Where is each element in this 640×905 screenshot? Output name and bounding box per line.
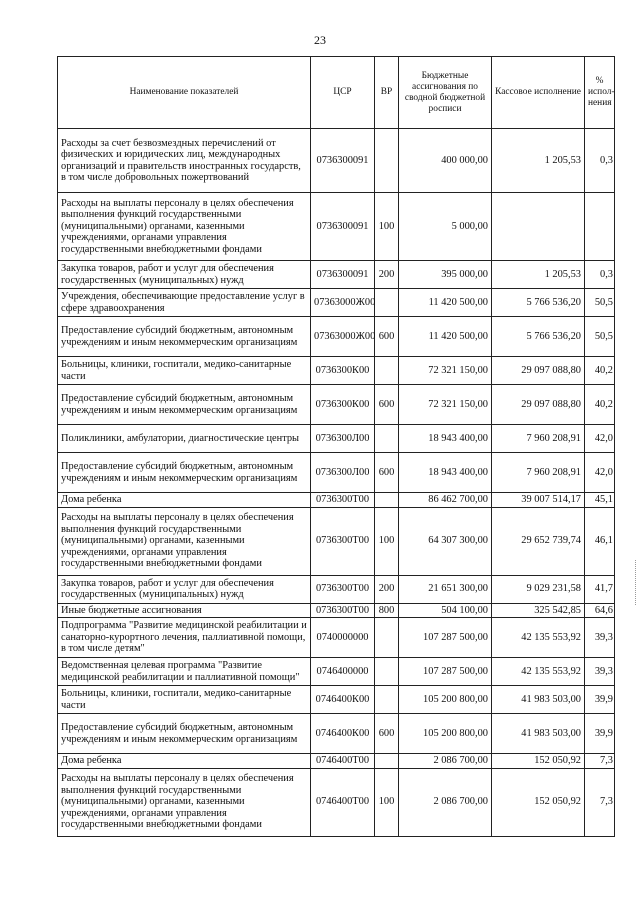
row-csr: 0736300К00 — [311, 385, 375, 425]
row-pct: 7,3 — [585, 768, 615, 836]
row-cash: 152 050,92 — [492, 754, 585, 769]
row-cash: 39 007 514,17 — [492, 493, 585, 508]
page-number: 23 — [314, 33, 326, 47]
row-pct: 7,3 — [585, 754, 615, 769]
row-vr — [375, 618, 399, 658]
row-cash: 29 097 088,80 — [492, 385, 585, 425]
row-name: Расходы на выплаты персоналу в целях обеспечения выполнения функций государственными (муниципальными) органами, казенными учреждениями, органами управления государственными внебюджетными фондами — [58, 507, 311, 575]
row-name: Ведомственная целевая программа "Развитие медицинской реабилитации и паллиативной помощи" — [58, 658, 311, 686]
row-vr — [375, 289, 399, 317]
row-budget: 72 321 150,00 — [399, 385, 492, 425]
row-pct: 39,3 — [585, 658, 615, 686]
row-csr: 0736300Т00 — [311, 603, 375, 618]
row-pct: 42,0 — [585, 425, 615, 453]
row-csr: 0736300091 — [311, 193, 375, 261]
row-cash: 7 960 208,91 — [492, 425, 585, 453]
row-cash: 42 135 553,92 — [492, 618, 585, 658]
row-name: Дома ребенка — [58, 493, 311, 508]
row-csr: 07363000Ж00 — [311, 289, 375, 317]
row-name: Больницы, клиники, госпитали, медико-санитарные части — [58, 357, 311, 385]
row-cash: 41 983 503,00 — [492, 686, 585, 714]
table-row — [58, 129, 615, 193]
table-row — [58, 603, 615, 618]
row-budget: 107 287 500,00 — [399, 618, 492, 658]
row-vr: 600 — [375, 385, 399, 425]
table-row — [58, 425, 615, 453]
row-vr: 100 — [375, 193, 399, 261]
row-csr: 0740000000 — [311, 618, 375, 658]
row-csr: 0746400Т00 — [311, 768, 375, 836]
row-pct: 40,2 — [585, 357, 615, 385]
row-cash: 41 983 503,00 — [492, 714, 585, 754]
row-pct — [585, 193, 615, 261]
row-pct: 45,1 — [585, 493, 615, 508]
row-name: Предоставление субсидий бюджетным, автономным учреждениям и иным некоммерческим организациям — [58, 714, 311, 754]
row-cash: 7 960 208,91 — [492, 453, 585, 493]
row-vr: 800 — [375, 603, 399, 618]
row-name: Расходы на выплаты персоналу в целях обеспечения выполнения функций государственными (муниципальными) органами, казенными учреждениями, органами управления государственными внебюджетными фондами — [58, 768, 311, 836]
row-cash — [492, 193, 585, 261]
table-row — [58, 453, 615, 493]
row-budget: 64 307 300,00 — [399, 507, 492, 575]
row-csr: 0736300Т00 — [311, 507, 375, 575]
row-cash: 29 097 088,80 — [492, 357, 585, 385]
row-csr: 0736300Л00 — [311, 425, 375, 453]
table-row — [58, 686, 615, 714]
row-vr: 100 — [375, 768, 399, 836]
row-csr: 0736300091 — [311, 129, 375, 193]
row-name: Расходы на выплаты персоналу в целях обеспечения выполнения функций государственными (муниципальными) органами, казенными учреждениями, органами управления государственными внебюджетными фондами — [58, 193, 311, 261]
table-row — [58, 385, 615, 425]
row-pct: 42,0 — [585, 453, 615, 493]
header-cash: Кассовое исполнение — [492, 57, 585, 129]
row-vr: 100 — [375, 507, 399, 575]
row-cash: 5 766 536,20 — [492, 317, 585, 357]
row-pct: 64,6 — [585, 603, 615, 618]
row-vr: 200 — [375, 261, 399, 289]
header-csr: ЦСР — [311, 57, 375, 129]
row-budget: 72 321 150,00 — [399, 357, 492, 385]
row-cash: 5 766 536,20 — [492, 289, 585, 317]
row-name: Предоставление субсидий бюджетным, автономным учреждениям и иным некоммерческим организациям — [58, 317, 311, 357]
table-row — [58, 357, 615, 385]
row-csr: 0736300Т00 — [311, 575, 375, 603]
row-name: Предоставление субсидий бюджетным, автономным учреждениям и иным некоммерческим организациям — [58, 385, 311, 425]
row-pct: 41,7 — [585, 575, 615, 603]
row-name: Поликлиники, амбулатории, диагностические центры — [58, 425, 311, 453]
row-vr — [375, 754, 399, 769]
row-pct: 50,5 — [585, 289, 615, 317]
table-body — [58, 129, 615, 837]
table-row — [58, 193, 615, 261]
row-cash: 1 205,53 — [492, 261, 585, 289]
row-budget: 86 462 700,00 — [399, 493, 492, 508]
table-row — [58, 493, 615, 508]
row-budget: 21 651 300,00 — [399, 575, 492, 603]
row-name: Больницы, клиники, госпитали, медико-санитарные части — [58, 686, 311, 714]
row-vr — [375, 658, 399, 686]
row-budget: 395 000,00 — [399, 261, 492, 289]
row-csr: 0736300К00 — [311, 357, 375, 385]
row-name: Дома ребенка — [58, 754, 311, 769]
row-csr: 0746400К00 — [311, 686, 375, 714]
row-budget: 11 420 500,00 — [399, 289, 492, 317]
row-budget: 400 000,00 — [399, 129, 492, 193]
row-cash: 1 205,53 — [492, 129, 585, 193]
table-row — [58, 289, 615, 317]
row-pct: 40,2 — [585, 385, 615, 425]
row-name: Закупка товаров, работ и услуг для обеспечения государственных (муниципальных) нужд — [58, 575, 311, 603]
row-budget: 18 943 400,00 — [399, 425, 492, 453]
row-pct: 50,5 — [585, 317, 615, 357]
row-name: Иные бюджетные ассигнования — [58, 603, 311, 618]
table-row — [58, 768, 615, 836]
row-vr: 600 — [375, 317, 399, 357]
row-name: Подпрограмма "Развитие медицинской реабилитации и санаторно-курортного лечения, паллиативной помощи, в том числе детям" — [58, 618, 311, 658]
row-cash: 42 135 553,92 — [492, 658, 585, 686]
row-cash: 325 542,85 — [492, 603, 585, 618]
table-row — [58, 754, 615, 769]
row-pct: 39,9 — [585, 714, 615, 754]
row-vr — [375, 425, 399, 453]
row-pct: 0,3 — [585, 261, 615, 289]
header-pct: % испол-нения — [585, 57, 615, 129]
header-name: Наименование показателей — [58, 57, 311, 129]
row-csr: 0746400К00 — [311, 714, 375, 754]
margin-mark — [634, 560, 636, 605]
row-cash: 9 029 231,58 — [492, 575, 585, 603]
row-csr: 0746400Т00 — [311, 754, 375, 769]
row-csr: 07363000Ж00 — [311, 317, 375, 357]
row-budget: 2 086 700,00 — [399, 768, 492, 836]
row-vr — [375, 129, 399, 193]
table-row — [58, 618, 615, 658]
row-budget: 105 200 800,00 — [399, 714, 492, 754]
table-row — [58, 507, 615, 575]
row-budget: 105 200 800,00 — [399, 686, 492, 714]
row-pct: 39,3 — [585, 618, 615, 658]
header-budget: Бюджетные ассигнования по сводной бюджетной росписи — [399, 57, 492, 129]
row-name: Учреждения, обеспечивающие предоставление услуг в сфере здравоохранения — [58, 289, 311, 317]
row-vr: 600 — [375, 714, 399, 754]
row-budget: 2 086 700,00 — [399, 754, 492, 769]
row-pct: 46,1 — [585, 507, 615, 575]
table-row — [58, 658, 615, 686]
table-row — [58, 261, 615, 289]
row-pct: 39,9 — [585, 686, 615, 714]
row-vr: 600 — [375, 453, 399, 493]
row-budget: 504 100,00 — [399, 603, 492, 618]
row-vr — [375, 493, 399, 508]
row-csr: 0736300091 — [311, 261, 375, 289]
row-name: Закупка товаров, работ и услуг для обеспечения государственных (муниципальных) нужд — [58, 261, 311, 289]
row-budget: 11 420 500,00 — [399, 317, 492, 357]
row-vr — [375, 686, 399, 714]
header-row — [58, 57, 615, 129]
row-name: Предоставление субсидий бюджетным, автономным учреждениям и иным некоммерческим организациям — [58, 453, 311, 493]
row-budget: 107 287 500,00 — [399, 658, 492, 686]
header-vr: ВР — [375, 57, 399, 129]
row-csr: 0736300Л00 — [311, 453, 375, 493]
row-budget: 18 943 400,00 — [399, 453, 492, 493]
row-csr: 0746400000 — [311, 658, 375, 686]
row-budget: 5 000,00 — [399, 193, 492, 261]
row-csr: 0736300Т00 — [311, 493, 375, 508]
budget-table — [57, 56, 615, 837]
row-vr: 200 — [375, 575, 399, 603]
row-pct: 0,3 — [585, 129, 615, 193]
row-name: Расходы за счет безвозмездных перечислений от физических и юридических лиц, международных организаций и правительств иностранных государств, в том числе добровольных пожертвований — [58, 129, 311, 193]
table-row — [58, 575, 615, 603]
row-cash: 152 050,92 — [492, 768, 585, 836]
table-row — [58, 714, 615, 754]
table-row — [58, 317, 615, 357]
row-vr — [375, 357, 399, 385]
row-cash: 29 652 739,74 — [492, 507, 585, 575]
